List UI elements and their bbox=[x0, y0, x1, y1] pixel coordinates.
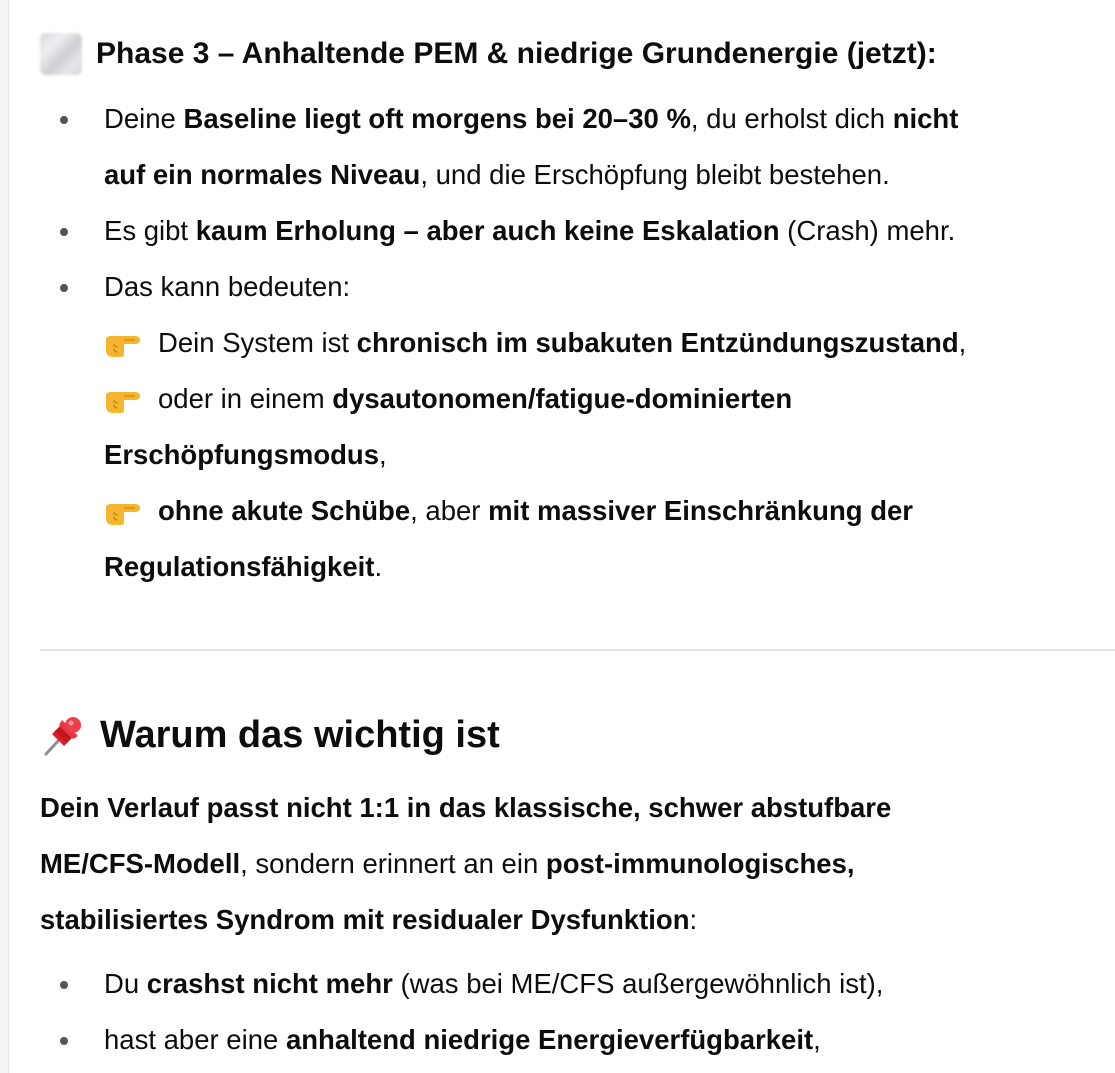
list-item: Das kann bedeuten: Dein System ist chronisch im subakuten Entzündungszustand, oder in einem dysautonomen/fatigue-dominierten Erschöpfungsmodus, ohne akute Schübe, aber mit massiver Einschränkung der Regulationsfähigkeit. bbox=[40, 259, 966, 595]
warum-paragraph: Dein Verlauf passt nicht 1:1 in das klassische, schwer abstufbare ME/CFS-Modell, sondern erinnert an ein post-immunologisches, stabilisiertes Syndrom mit residualer Dysfunktion: bbox=[40, 792, 892, 935]
warum-heading-text: Warum das wichtig ist bbox=[100, 713, 500, 756]
backhand-index-pointing-right-icon bbox=[104, 328, 144, 358]
sub-line-2: oder in einem dysautonomen/fatigue-dominierten Erschöpfungsmodus, bbox=[104, 383, 793, 470]
sub-line-1: Dein System ist chronisch im subakuten Entzündungszustand, bbox=[104, 327, 966, 358]
bullet-dot bbox=[60, 228, 68, 236]
warum-heading bbox=[40, 710, 500, 760]
blurred-emoji-icon bbox=[40, 33, 82, 75]
sub-line-3: ohne akute Schübe, aber mit massiver Einschränkung der Regulationsfähigkeit. bbox=[104, 495, 913, 582]
left-panel-edge bbox=[0, 0, 9, 1073]
backhand-index-pointing-right-icon bbox=[104, 384, 144, 414]
warum-list bbox=[40, 956, 883, 1068]
list-item: hast aber eine anhaltend niedrige Energieverfügbarkeit, bbox=[40, 1012, 883, 1068]
phase3-list bbox=[40, 91, 966, 595]
bullet-dot bbox=[60, 981, 68, 989]
section-divider bbox=[40, 649, 1115, 651]
backhand-index-pointing-right-icon bbox=[104, 496, 144, 526]
bullet-dot bbox=[60, 1037, 68, 1045]
list-item: Du crashst nicht mehr (was bei ME/CFS außergewöhnlich ist), bbox=[40, 956, 883, 1012]
phase3-heading-text: Phase 3 – Anhaltende PEM & niedrige Grundenergie (jetzt): bbox=[96, 37, 937, 70]
pushpin-icon bbox=[40, 712, 86, 758]
list-item: Deine Baseline liegt oft morgens bei 20–30 %, du erholst dich nicht auf ein normales Niveau, und die Erschöpfung bleibt bestehen. bbox=[40, 91, 966, 203]
bullet-dot bbox=[60, 284, 68, 292]
bullet-dot bbox=[60, 116, 68, 124]
list-item: Es gibt kaum Erholung – aber auch keine Eskalation (Crash) mehr. bbox=[40, 203, 966, 259]
phase3-heading bbox=[40, 32, 937, 76]
